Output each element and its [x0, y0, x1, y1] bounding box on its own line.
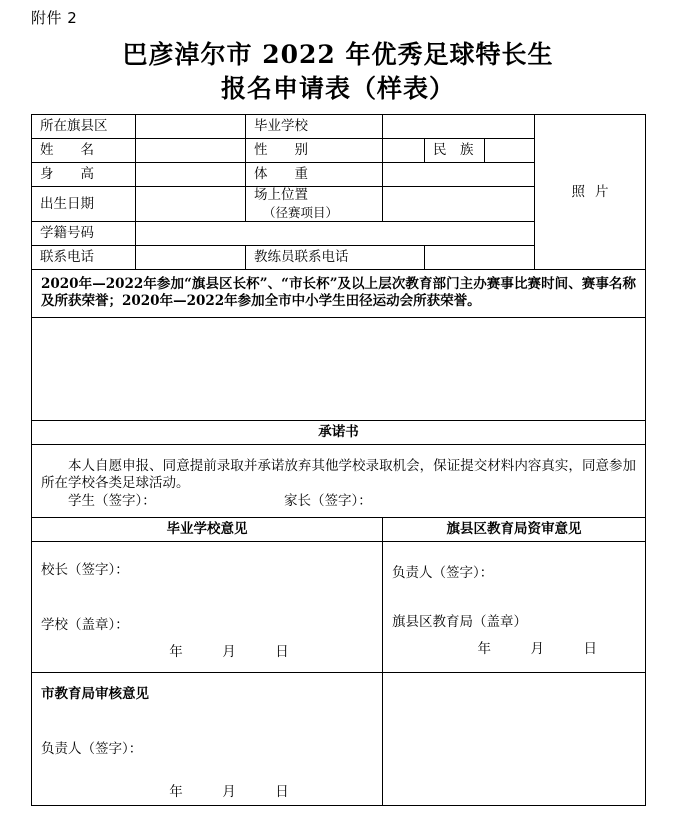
value-graduation-school[interactable]	[383, 115, 535, 139]
city-opinion-blank-cell[interactable]	[383, 673, 646, 806]
awards-content-area[interactable]	[32, 318, 646, 421]
school-opinion-date[interactable]: 年 月 日	[169, 643, 302, 660]
commitment-signature-row	[41, 493, 636, 510]
table-row-awards-content	[32, 318, 646, 421]
label-weight: 体 重	[246, 163, 383, 187]
label-height: 身 高	[32, 163, 136, 187]
label-name: 姓 名	[32, 139, 136, 163]
commitment-body-cell	[32, 445, 646, 518]
value-student-id[interactable]	[136, 222, 535, 246]
city-person-signature-label[interactable]: 负责人（签字）：	[41, 740, 143, 757]
student-signature-label[interactable]: 学生（签字）：	[68, 493, 156, 509]
district-seal-label[interactable]: 旗县区教育局（盖章）	[392, 613, 527, 630]
city-opinion-date[interactable]: 年 月 日	[169, 783, 302, 800]
label-coach-phone: 教练员联系电话	[246, 246, 425, 270]
principal-signature-label[interactable]: 校长（签字）：	[41, 561, 129, 578]
label-birth-date: 出生日期	[32, 187, 136, 222]
label-field-position-sub: （径赛项目）	[263, 205, 339, 220]
label-contact-phone: 联系电话	[32, 246, 136, 270]
table-row-awards-heading	[32, 270, 646, 318]
value-contact-phone[interactable]	[136, 246, 246, 270]
table-row-commitment-body	[32, 445, 646, 518]
commitment-text: 本人自愿申报、同意提前录取并承诺放弃其他学校录取机会，保证提交材料内容真实，同意参加所在学校各类足球活动。	[41, 458, 637, 491]
attachment-label: 附件 2	[31, 9, 78, 27]
parent-signature-label[interactable]: 家长（签字）：	[284, 493, 372, 509]
form-title	[0, 38, 676, 106]
awards-heading: 2020年—2022年参加“旗县区长杯”、“市长杯”及以上层次教育部门主办赛事比赛时间、赛事名称及所获荣誉；2020年—2022年参加全市中小学生田径运动会所获荣誉。	[32, 270, 646, 318]
table-row-opinion-headings	[32, 518, 646, 542]
value-coach-phone[interactable]	[425, 246, 646, 270]
table-row-district	[32, 115, 646, 139]
commitment-heading: 承诺书	[32, 421, 646, 445]
district-person-signature-label[interactable]: 负责人（签字）：	[392, 564, 494, 581]
label-gender: 性 别	[246, 139, 383, 163]
table-row-opinion-bodies	[32, 542, 646, 673]
value-district[interactable]	[136, 115, 246, 139]
school-opinion-heading: 毕业学校意见	[32, 518, 383, 542]
title-line-1: 巴彦淖尔市 2022 年优秀足球特长生	[122, 40, 554, 69]
label-field-position	[246, 187, 383, 222]
label-district: 所在旗县区	[32, 115, 136, 139]
title-line-2: 报名申请表（样表）	[220, 74, 455, 103]
table-row-commitment-heading	[32, 421, 646, 445]
city-opinion-cell	[32, 673, 383, 806]
label-student-id: 学籍号码	[32, 222, 136, 246]
value-birth-date[interactable]	[136, 187, 246, 222]
label-graduation-school: 毕业学校	[246, 115, 383, 139]
value-gender[interactable]	[383, 139, 425, 163]
district-opinion-date[interactable]: 年 月 日	[477, 640, 611, 657]
school-seal-label[interactable]: 学校（盖章）：	[41, 616, 129, 633]
district-opinion-heading: 旗县区教育局资审意见	[383, 518, 646, 542]
value-field-position[interactable]	[383, 187, 535, 222]
application-form-table	[31, 114, 646, 806]
photo-placeholder[interactable]: 照片	[535, 115, 646, 270]
table-row-phones	[32, 246, 646, 270]
city-opinion-heading: 市教育局审核意见	[41, 685, 149, 702]
value-weight[interactable]	[383, 163, 535, 187]
district-opinion-cell	[383, 542, 646, 673]
label-field-position-main: 场上位置	[254, 187, 308, 203]
value-ethnicity[interactable]	[485, 139, 535, 163]
value-name[interactable]	[136, 139, 246, 163]
school-opinion-cell	[32, 542, 383, 673]
label-ethnicity: 民 族	[425, 139, 485, 163]
table-row-city-opinion	[32, 673, 646, 806]
value-height[interactable]	[136, 163, 246, 187]
